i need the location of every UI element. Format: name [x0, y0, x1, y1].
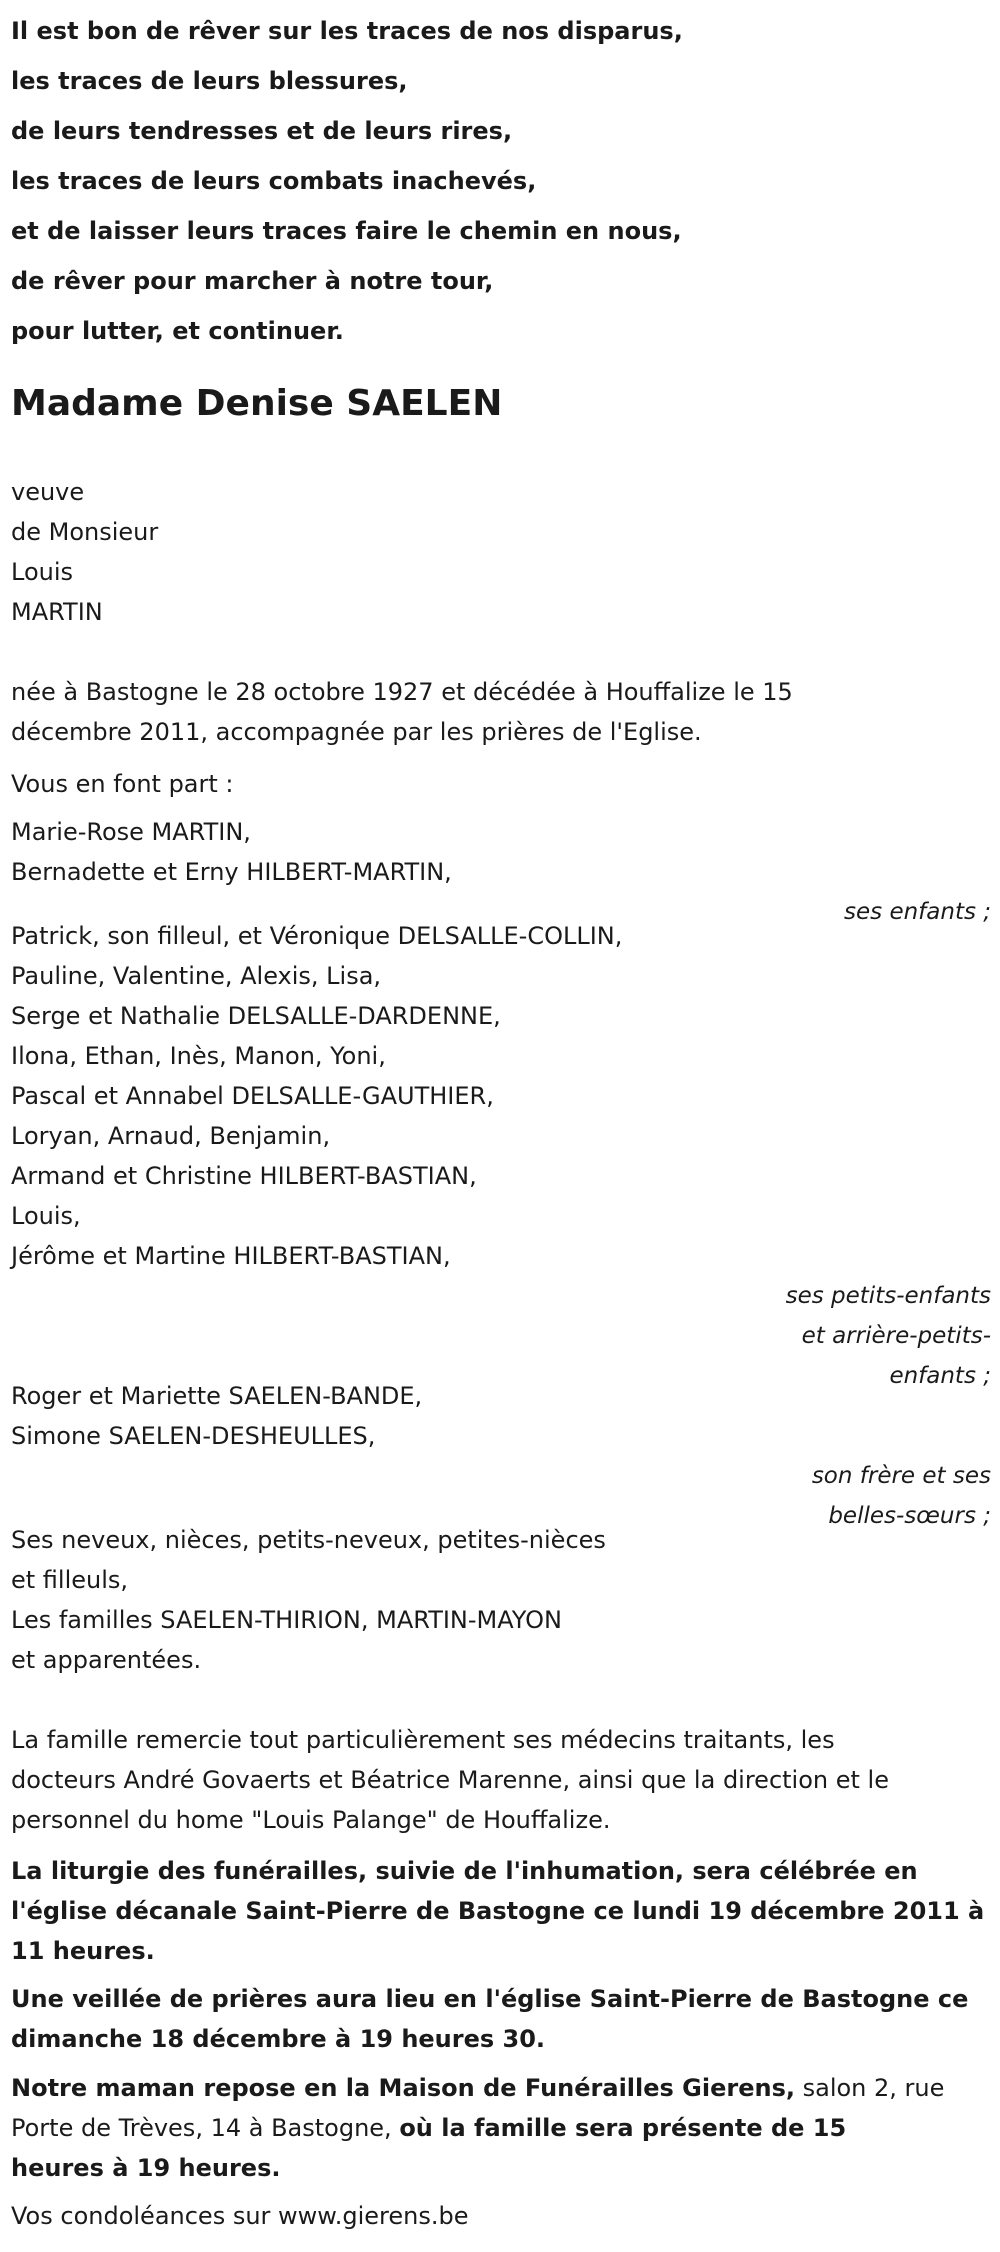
sibling-line: Roger et Mariette SAELEN-BANDE, — [11, 1382, 423, 1410]
grandchild-line: Loryan, Arnaud, Benjamin, — [11, 1122, 331, 1150]
spouse-line: Louis — [11, 558, 74, 586]
grandchild-line: Serge et Nathalie DELSALLE-DARDENNE, — [11, 1002, 501, 1030]
rest-block — [11, 2068, 991, 2188]
funeral-block — [11, 1851, 991, 1971]
relatives-line: et apparentées. — [11, 1646, 202, 1674]
poem — [11, 6, 991, 356]
spouse-block — [11, 472, 991, 632]
siblings-label: son frère et ses — [811, 1463, 991, 1489]
thanks-line: docteurs André Govaerts et Béatrice Marenne, ainsi que la direction et le — [11, 1766, 889, 1794]
grandchildren-label: et arrière-petits- — [801, 1323, 991, 1349]
poem-line: de rêver pour marcher à notre tour, — [11, 267, 494, 295]
rest-normal: Porte de Trèves, 14 à Bastogne, — [11, 2114, 400, 2142]
relatives-line: Les familles SAELEN-THIRION, MARTIN-MAYON — [11, 1606, 562, 1634]
rest-line — [11, 2068, 991, 2108]
birth-death-line: née à Bastogne le 28 octobre 1927 et décédée à Houffalize le 15 — [11, 678, 793, 706]
child-line: Marie-Rose MARTIN, — [11, 818, 251, 846]
poem-line: les traces de leurs combats inachevés, — [11, 167, 537, 195]
grandchild-line: Louis, — [11, 1202, 81, 1230]
relatives-block — [11, 1520, 991, 1680]
grandchild-line: Jérôme et Martine HILBERT-BASTIAN, — [11, 1242, 451, 1270]
grandchild-line: Armand et Christine HILBERT-BASTIAN, — [11, 1162, 477, 1190]
grandchildren-block — [11, 916, 991, 1396]
funeral-line: l'église décanale Saint-Pierre de Bastogne ce lundi 19 décembre 2011 à — [11, 1897, 985, 1925]
thanks-line: La famille remercie tout particulièrement ses médecins traitants, les — [11, 1726, 835, 1754]
thanks-block — [11, 1720, 991, 1840]
spouse-line: veuve — [11, 478, 85, 506]
poem-line: Il est bon de rêver sur les traces de nos disparus, — [11, 17, 683, 45]
condolences — [11, 2196, 991, 2236]
vigil-line: Une veillée de prières aura lieu en l'église Saint-Pierre de Bastogne ce — [11, 1985, 969, 2013]
rest-bold: où la famille sera présente de 15 — [399, 2114, 847, 2142]
children-label: ses enfants ; — [844, 899, 991, 925]
rest-bold: Notre maman repose en la Maison de Funérailles Gierens, — [11, 2074, 795, 2102]
spouse-line: de Monsieur — [11, 518, 159, 546]
relatives-line: Ses neveux, nièces, petits-neveux, petites-nièces — [11, 1526, 606, 1554]
funeral-line: La liturgie des funérailles, suivie de l'inhumation, sera célébrée en — [11, 1857, 918, 1885]
poem-line: pour lutter, et continuer. — [11, 317, 344, 345]
grandchild-line: Pascal et Annabel DELSALLE-GAUTHIER, — [11, 1082, 494, 1110]
poem-line: et de laisser leurs traces faire le chemin en nous, — [11, 217, 682, 245]
vigil-block — [11, 1979, 991, 2059]
deceased-name: Madame Denise SAELEN — [11, 383, 503, 424]
vigil-line: dimanche 18 décembre à 19 heures 30. — [11, 2025, 546, 2053]
condolences-text: Vos condoléances sur www.gierens.be — [11, 2202, 469, 2230]
poem-line: les traces de leurs blessures, — [11, 67, 408, 95]
rest-normal: salon 2, rue — [794, 2074, 945, 2102]
grandchildren-label: ses petits-enfants — [785, 1283, 991, 1309]
poem-line: de leurs tendresses et de leurs rires, — [11, 117, 513, 145]
siblings-block — [11, 1376, 991, 1536]
funeral-line: 11 heures. — [11, 1937, 155, 1965]
grandchild-line: Pauline, Valentine, Alexis, Lisa, — [11, 962, 382, 990]
sibling-line: Simone SAELEN-DESHEULLES, — [11, 1422, 376, 1450]
grandchild-line: Ilona, Ethan, Inès, Manon, Yoni, — [11, 1042, 386, 1070]
children-block — [11, 812, 991, 932]
birth-death-line: décembre 2011, accompagnée par les prières de l'Eglise. — [11, 718, 702, 746]
child-line: Bernadette et Erny HILBERT-MARTIN, — [11, 858, 452, 886]
spouse-line: MARTIN — [11, 598, 103, 626]
thanks-line: personnel du home "Louis Palange" de Houffalize. — [11, 1806, 611, 1834]
relatives-line: et filleuls, — [11, 1566, 129, 1594]
grandchildren-label: enfants ; — [889, 1363, 991, 1389]
birth-death-block — [11, 672, 991, 752]
siblings-label: belles-sœurs ; — [828, 1503, 991, 1529]
announce: Vous en font part : — [11, 770, 234, 798]
rest-line: heures à 19 heures. — [11, 2154, 281, 2182]
grandchild-line: Patrick, son filleul, et Véronique DELSALLE-COLLIN, — [11, 922, 623, 950]
rest-line — [11, 2108, 991, 2148]
